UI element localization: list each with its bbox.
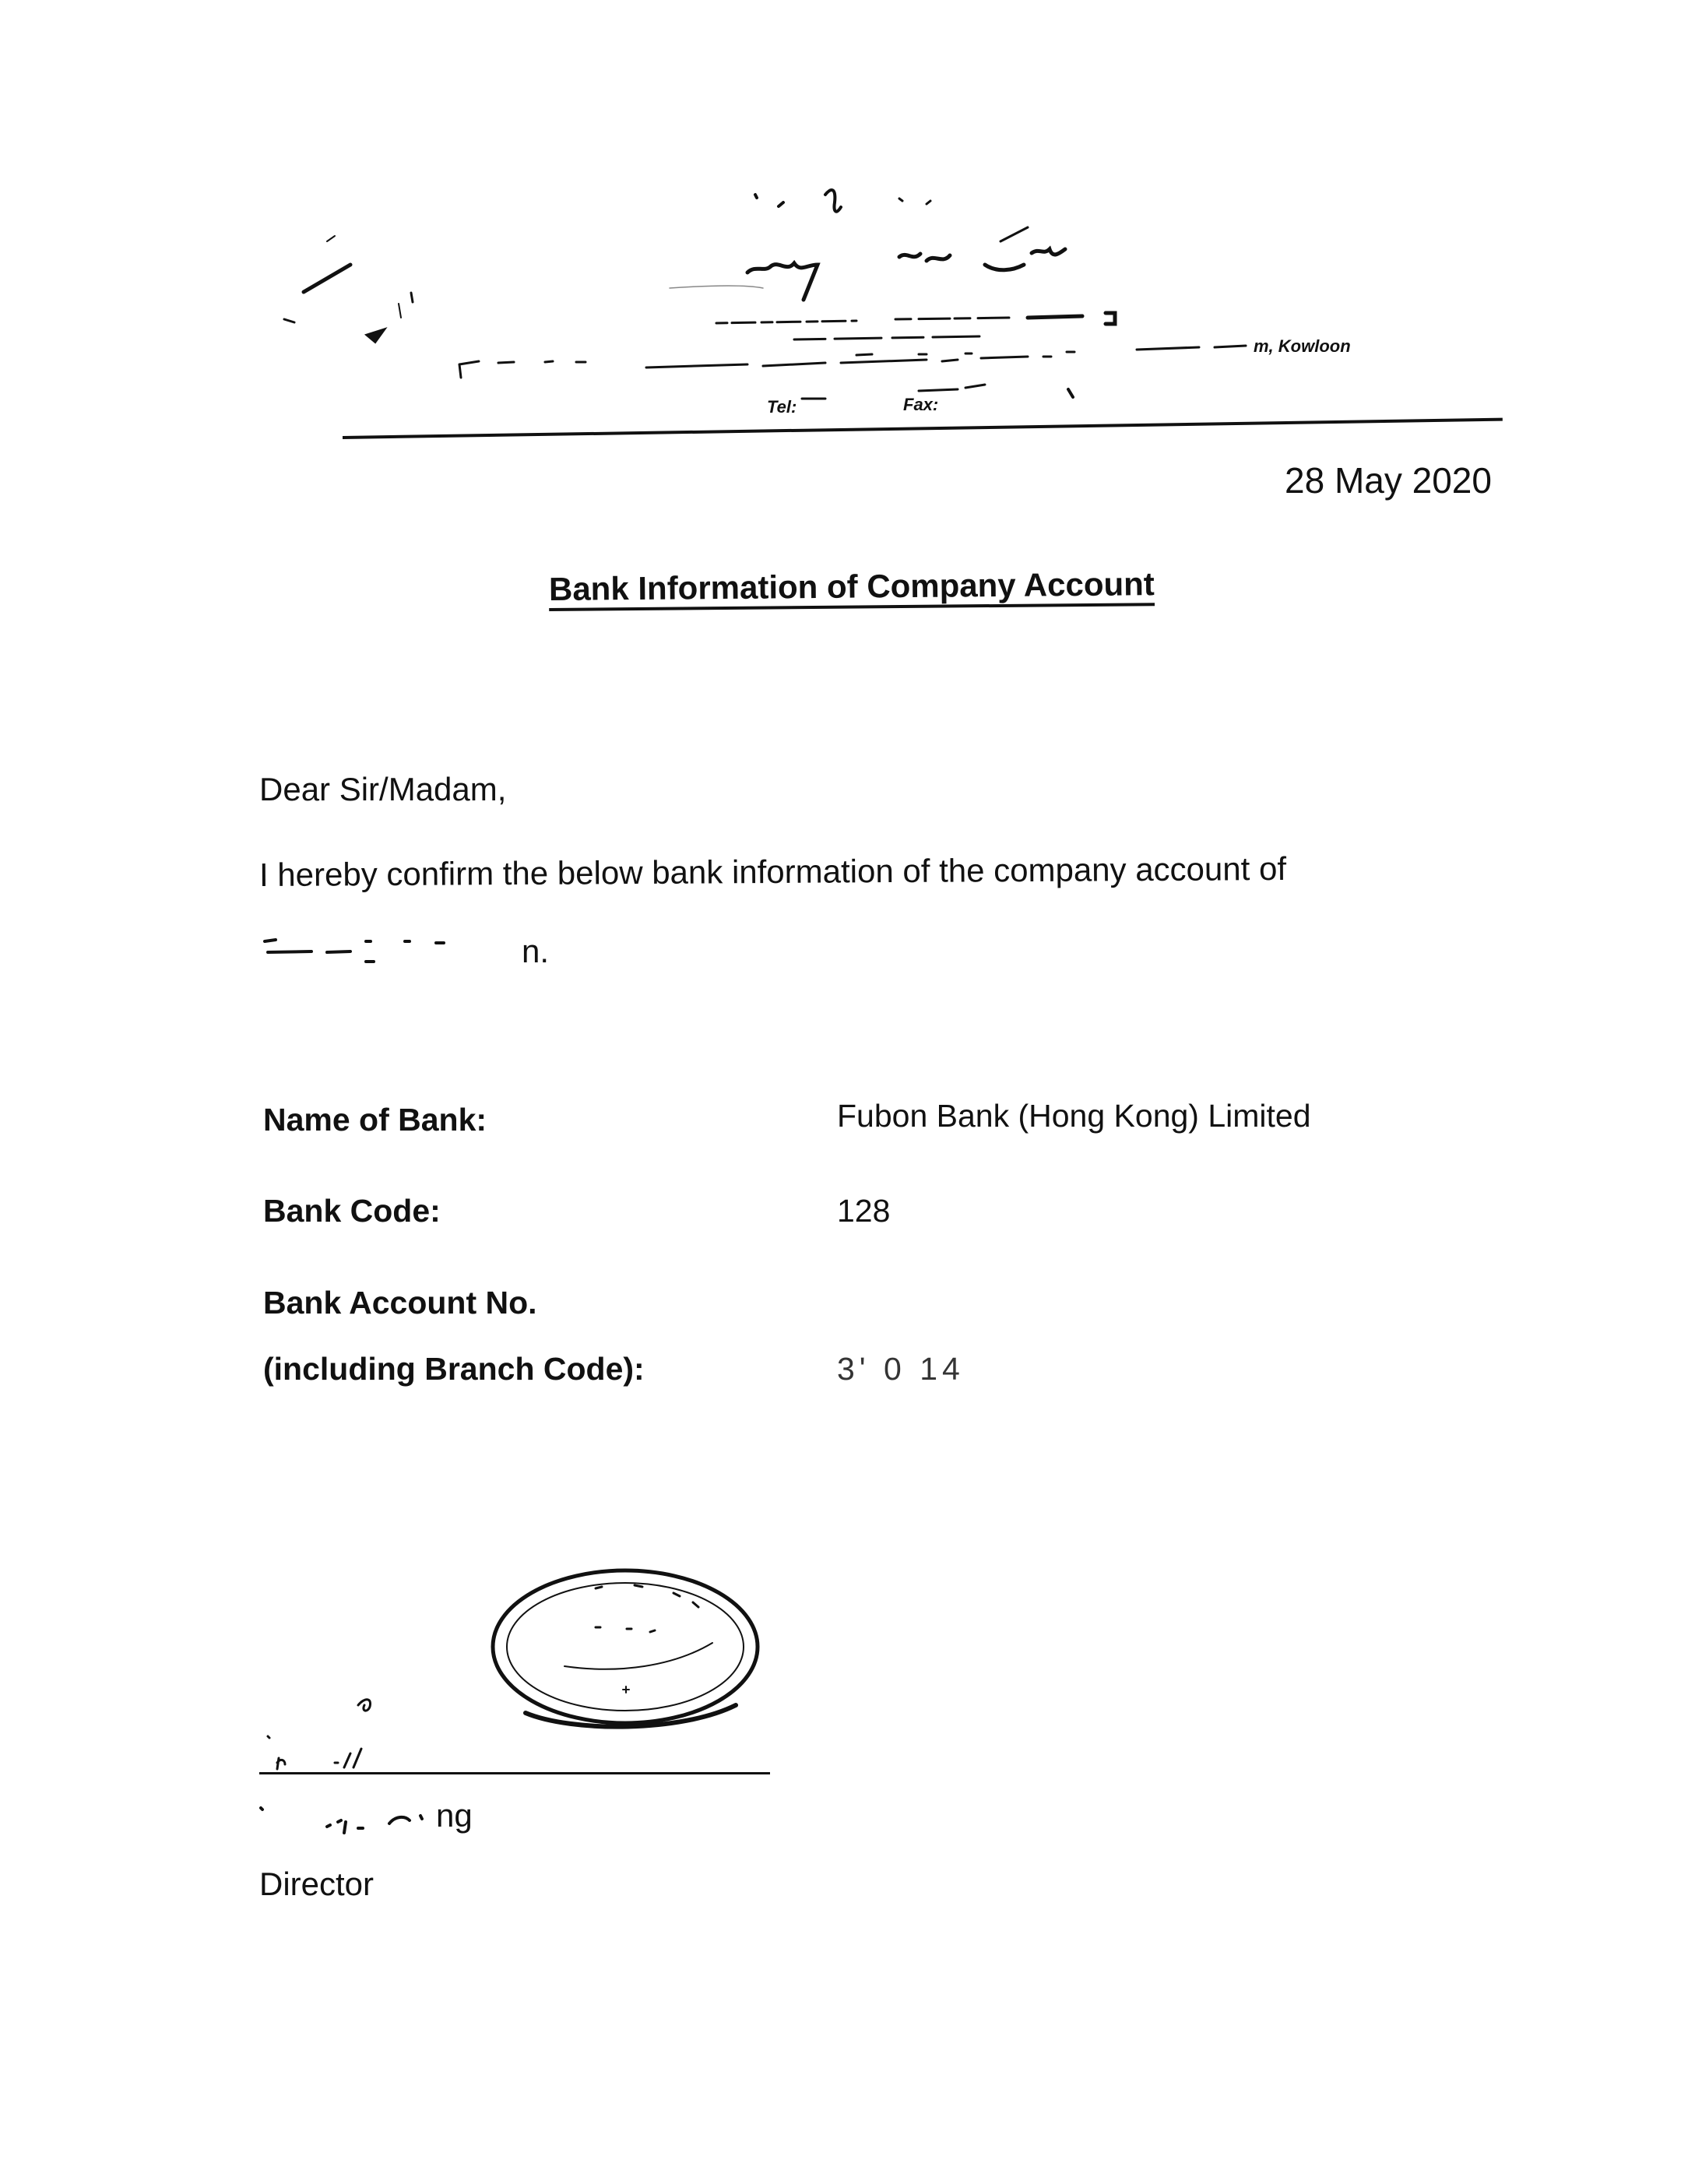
signature-line (259, 1772, 770, 1774)
confirmation-text: I hereby confirm the below bank information of the company account of (258, 849, 1287, 893)
account-number-label: Bank Account No. (263, 1285, 537, 1321)
letter-date: 28 May 2020 (1285, 460, 1492, 501)
company-name-visible-fragment: n. (522, 933, 550, 969)
letterhead-fax-label: Fax: (903, 395, 939, 414)
bank-code-label: Bank Code: (263, 1193, 441, 1229)
bank-name-label: Name of Bank: (263, 1102, 487, 1138)
bank-name-value: Fubon Bank (Hong Kong) Limited (837, 1098, 1311, 1134)
signer-role: Director (259, 1866, 375, 1902)
redacted-signer-name (257, 1799, 452, 1838)
document-title: Bank Information of Company Account (548, 565, 1155, 607)
letterhead-tel-label: Tel: (767, 397, 797, 417)
bank-code-value: 128 (837, 1193, 891, 1229)
company-stamp (479, 1557, 775, 1744)
signer-name-visible-fragment: ng (436, 1797, 473, 1834)
salutation: Dear Sir/Madam, (259, 771, 507, 807)
redacted-company-name (257, 923, 514, 969)
account-number-partial: 3' 0 14 (837, 1351, 965, 1387)
branch-code-label: (including Branch Code): (263, 1351, 645, 1387)
letterhead-address-fragment: m, Kowloon (1254, 336, 1351, 356)
handwritten-signature (257, 1666, 413, 1775)
